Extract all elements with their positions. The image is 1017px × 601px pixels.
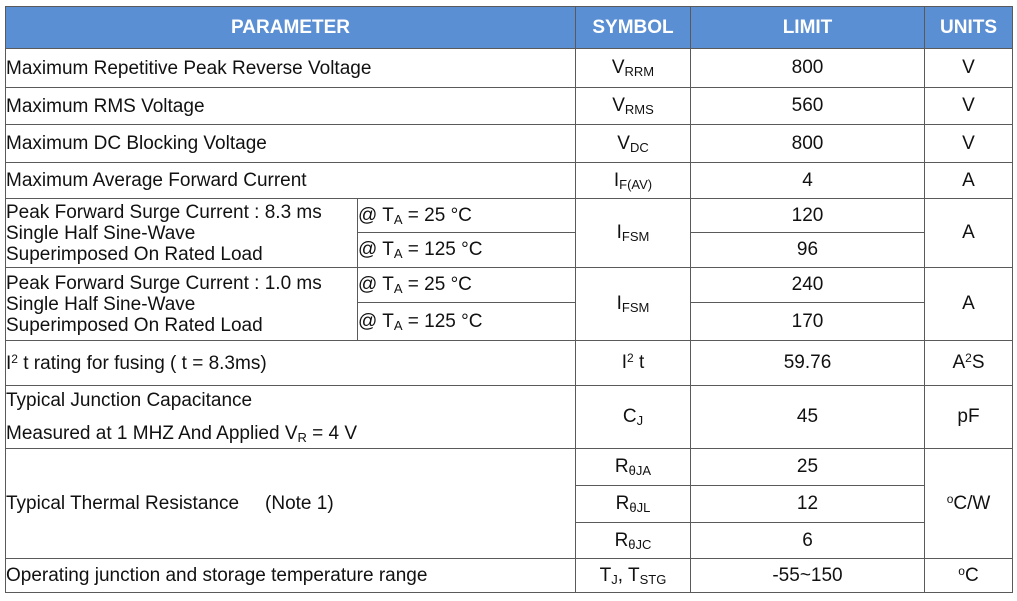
table-row xyxy=(6,125,1013,163)
param-i2t: $I^2$ t rating for fusing ( t = 8.3ms) xyxy=(6,341,576,386)
unit-temp: $^o$C xyxy=(925,559,1013,593)
table-row xyxy=(6,341,1013,386)
table-row xyxy=(6,49,1013,88)
symbol-ifav: $I_{F(AV)}$ xyxy=(576,163,691,199)
param-ifsm-8ms: Peak Forward Surge Current : 8.3 ms Single Half Sine-Wave Superimposed On Rated Load xyxy=(6,199,358,268)
unit-vrrm: V xyxy=(925,49,1013,88)
table-row xyxy=(6,559,1013,593)
symbol-rthjl: $R_{\theta JL}$ xyxy=(576,486,691,523)
header-symbol: SYMBOL xyxy=(576,7,691,49)
limit-vrrm: 800 xyxy=(691,49,925,88)
unit-ifsm-1ms: A xyxy=(925,268,1013,341)
param-cj: Typical Junction Capacitance Measured at 1 MHZ And Applied $V_R = 4$ V xyxy=(6,386,576,449)
header-limit: LIMIT xyxy=(691,7,925,49)
table-row xyxy=(6,88,1013,125)
limit-ifsm-8ms-25c: 120 xyxy=(691,199,925,233)
limit-ifsm-1ms-25c: 240 xyxy=(691,268,925,303)
symbol-vrrm: $V_{RRM}$ xyxy=(576,49,691,88)
param-vrms: Maximum RMS Voltage xyxy=(6,88,576,125)
table-row xyxy=(6,199,1013,233)
table-header-row xyxy=(6,7,1013,49)
unit-thermal: $^o$C/W xyxy=(925,449,1013,559)
condition-ifsm-8ms-25c: @ $T_A = 25$ °C xyxy=(358,199,576,233)
limit-ifav: 4 xyxy=(691,163,925,199)
header-parameter: PARAMETER xyxy=(6,7,576,49)
unit-ifsm-8ms: A xyxy=(925,199,1013,268)
limit-temp: -55~150 xyxy=(691,559,925,593)
table-row xyxy=(6,449,1013,486)
symbol-ifsm-1ms: $I_{FSM}$ xyxy=(576,268,691,341)
table-row xyxy=(6,163,1013,199)
unit-vdc: V xyxy=(925,125,1013,163)
symbol-ifsm-8ms: $I_{FSM}$ xyxy=(576,199,691,268)
symbol-temp: $T_J$, $T_{STG}$ xyxy=(576,559,691,593)
unit-ifav: A xyxy=(925,163,1013,199)
table-row xyxy=(6,386,1013,449)
condition-ifsm-1ms-125c: @ $T_A = 125$ °C xyxy=(358,303,576,341)
param-temp: Operating junction and storage temperature range xyxy=(6,559,576,593)
ratings-table xyxy=(5,6,1013,593)
symbol-vrms: $V_{RMS}$ xyxy=(576,88,691,125)
condition-ifsm-8ms-125c: @ $T_A = 125$ °C xyxy=(358,233,576,268)
limit-rthja: 25 xyxy=(691,449,925,486)
unit-cj: pF xyxy=(925,386,1013,449)
param-ifsm-1ms: Peak Forward Surge Current : 1.0 ms Single Half Sine-Wave Superimposed On Rated Load xyxy=(6,268,358,341)
symbol-rthja: $R_{\theta JA}$ xyxy=(576,449,691,486)
limit-rthjl: 12 xyxy=(691,486,925,523)
limit-cj: 45 xyxy=(691,386,925,449)
limit-i2t: 59.76 xyxy=(691,341,925,386)
limit-ifsm-8ms-125c: 96 xyxy=(691,233,925,268)
header-units: UNITS xyxy=(925,7,1013,49)
condition-ifsm-1ms-25c: @ $T_A = 25$ °C xyxy=(358,268,576,303)
symbol-i2t: $I^2$ t xyxy=(576,341,691,386)
symbol-cj: $C_J$ xyxy=(576,386,691,449)
limit-vrms: 560 xyxy=(691,88,925,125)
symbol-vdc: $V_{DC}$ xyxy=(576,125,691,163)
symbol-rthjc: $R_{\theta JC}$ xyxy=(576,523,691,559)
unit-vrms: V xyxy=(925,88,1013,125)
param-vdc: Maximum DC Blocking Voltage xyxy=(6,125,576,163)
param-vrrm: Maximum Repetitive Peak Reverse Voltage xyxy=(6,49,576,88)
limit-vdc: 800 xyxy=(691,125,925,163)
unit-i2t: $A^2S$ xyxy=(925,341,1013,386)
param-thermal: Typical Thermal Resistance (Note 1) xyxy=(6,449,576,559)
param-ifav: Maximum Average Forward Current xyxy=(6,163,576,199)
table-row xyxy=(6,268,1013,303)
limit-rthjc: 6 xyxy=(691,523,925,559)
limit-ifsm-1ms-125c: 170 xyxy=(691,303,925,341)
